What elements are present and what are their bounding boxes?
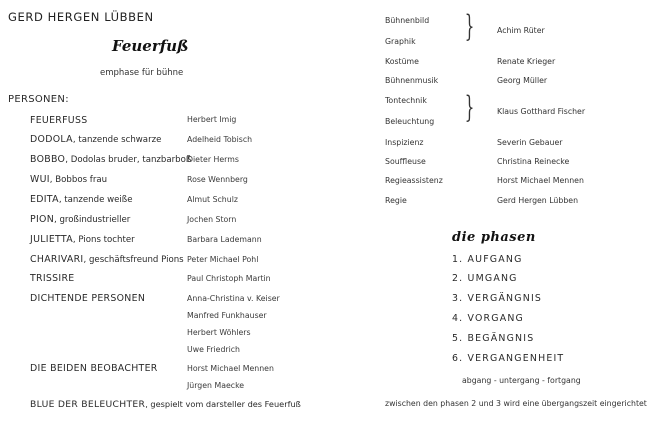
- role-charivari: CHARIVARI, geschäftsfreund Pions: [30, 254, 184, 265]
- crew-label: Souffleuse: [385, 157, 426, 166]
- crew-label: Bühnenbild: [385, 16, 430, 25]
- play-subtitle: emphase für bühne: [100, 68, 184, 78]
- actor-name: Anna-Christina v. Keiser: [187, 294, 280, 303]
- actor-name: Jochen Storn: [187, 215, 237, 224]
- phase-note: abgang - untergang - fortgang: [462, 376, 581, 385]
- actor-name: Manfred Funkhauser: [187, 311, 267, 320]
- crew-label: Bühnenmusik: [385, 76, 439, 85]
- phase-item: 4. VORGANG: [452, 313, 525, 324]
- role-feuerfuss: FEUERFUSS: [30, 115, 88, 126]
- role-edita: EDITA, tanzende weiße: [30, 194, 133, 205]
- brace-icon: }: [464, 90, 475, 125]
- crew-label: Regieassistenz: [385, 176, 443, 185]
- actor-name: Barbara Lademann: [187, 235, 262, 244]
- role-blue-der-beleuchter: BLUE DER BELEUCHTER, gespielt vom darsteller des Feuerfuß: [30, 399, 301, 410]
- role-julietta: JULIETTA, Pions tochter: [30, 234, 135, 245]
- crew-name: Georg Müller: [497, 76, 548, 85]
- actor-name: Paul Christoph Martin: [187, 274, 271, 283]
- actor-name: Rose Wennberg: [187, 175, 248, 184]
- crew-name: Achim Rüter: [497, 26, 545, 35]
- actor-name: Herbert Wöhlers: [187, 328, 251, 337]
- role-die-beiden-beobachter: DIE BEIDEN BEOBACHTER: [30, 363, 158, 374]
- actor-name: Uwe Friedrich: [187, 345, 240, 354]
- transition-note: zwischen den phasen 2 und 3 wird eine übergangszeit eingerichtet: [385, 399, 647, 408]
- crew-label: Regie: [385, 196, 407, 205]
- crew-name: Renate Krieger: [497, 57, 556, 66]
- role-trissire: TRISSIRE: [30, 273, 75, 284]
- crew-label: Graphik: [385, 37, 416, 46]
- actor-name: Dieter Herms: [187, 155, 239, 164]
- actor-name: Jürgen Maecke: [187, 381, 245, 390]
- crew-name: Horst Michael Mennen: [497, 176, 584, 185]
- role-dodola: DODOLA, tanzende schwarze: [30, 134, 162, 145]
- phase-item: 6. VERGANGENHEIT: [452, 353, 565, 364]
- personen-heading: PERSONEN:: [8, 94, 69, 105]
- actor-name: Herbert Imig: [187, 115, 237, 124]
- crew-label: Kostüme: [385, 57, 419, 66]
- phase-item: 3. VERGÄNGNIS: [452, 293, 543, 304]
- actor-name: Peter Michael Pohl: [187, 255, 259, 264]
- brace-icon: }: [464, 9, 475, 44]
- crew-label: Tontechnik: [385, 96, 427, 105]
- actor-name: Adelheid Tobisch: [187, 135, 253, 144]
- author-name: GERD HERGEN LÜBBEN: [8, 10, 154, 24]
- role-pion: PION, großindustrieller: [30, 214, 131, 225]
- phasen-heading: die phasen: [452, 230, 536, 245]
- actor-name: Almut Schulz: [187, 195, 238, 204]
- role-wui: WUI, Bobbos frau: [30, 174, 108, 185]
- actor-name: Horst Michael Mennen: [187, 364, 274, 373]
- role-dichtende-personen: DICHTENDE PERSONEN: [30, 293, 146, 304]
- crew-name: Christina Reinecke: [497, 157, 570, 166]
- phase-item: 5. BEGÄNGNIS: [452, 333, 535, 344]
- phase-item: 1. AUFGANG: [452, 254, 523, 265]
- crew-label: Inspizienz: [385, 138, 424, 147]
- crew-name: Severin Gebauer: [497, 138, 563, 147]
- play-title: Feuerfuß: [112, 37, 189, 55]
- role-bobbo: BOBBO, Dodolas bruder, tanzbarboß: [30, 154, 192, 165]
- crew-name: Gerd Hergen Lübben: [497, 196, 579, 205]
- crew-name: Klaus Gotthard Fischer: [497, 107, 586, 116]
- crew-label: Beleuchtung: [385, 117, 435, 126]
- phase-item: 2. UMGANG: [452, 273, 518, 284]
